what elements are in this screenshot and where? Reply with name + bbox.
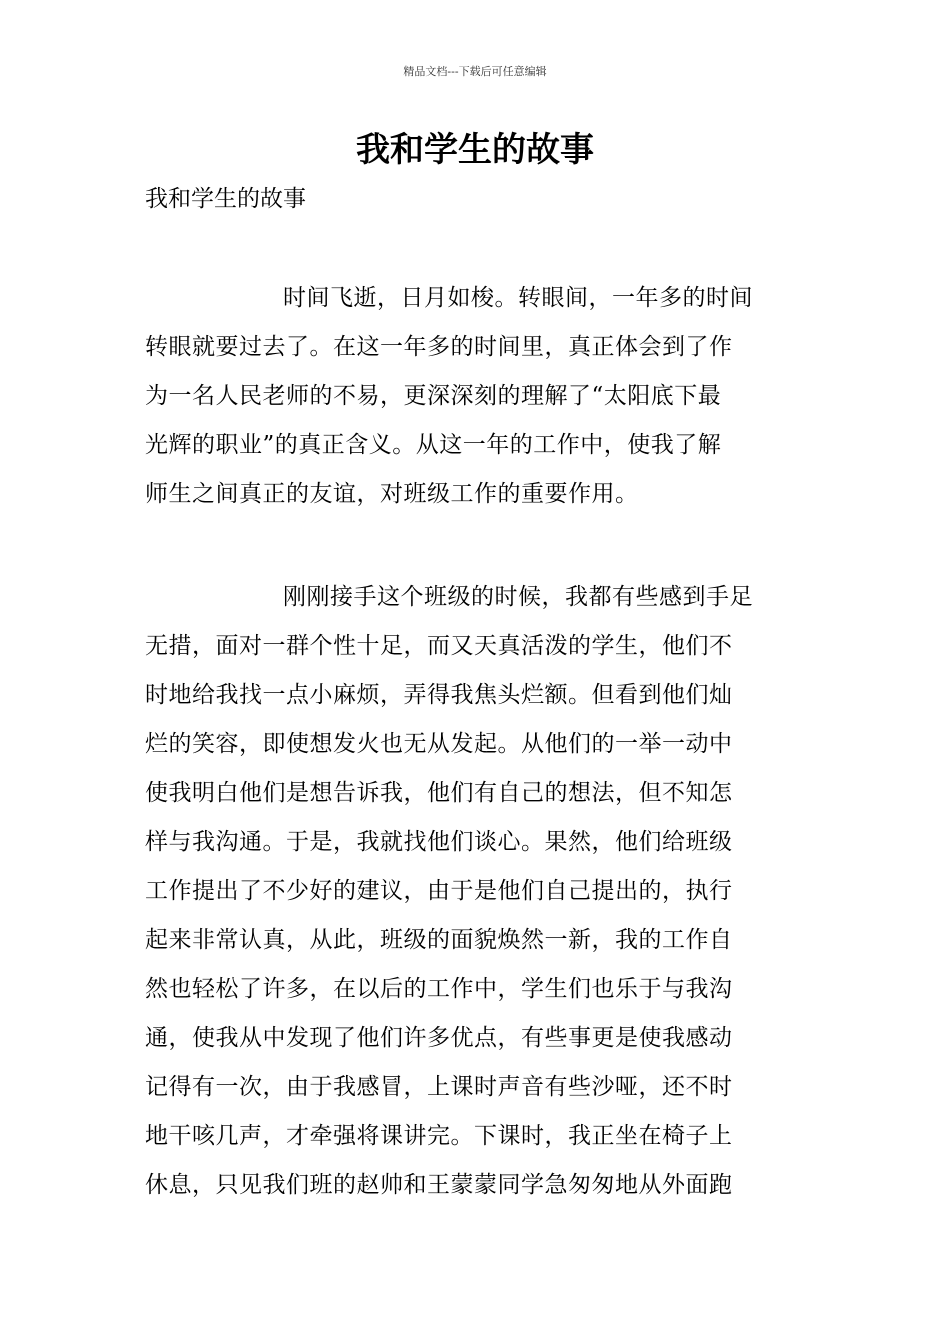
text-line: 为一名人民老师的不易，更深深刻的理解了“太阳底下最 [145, 383, 722, 409]
text-line: 转眼就要过去了。在这一年多的时间里，真正体会到了作 [145, 334, 733, 360]
text-line: 师生之间真正的友谊，对班级工作的重要作用。 [145, 481, 639, 507]
text-line: 刚刚接手这个班级的时候，我都有些感到手足 [283, 584, 753, 610]
header-note: 精品文档---下载后可任意编辑 [403, 65, 547, 78]
paragraph-2 [145, 573, 807, 1210]
document-subtitle: 我和学生的故事 [145, 186, 306, 212]
text-line: 无措，面对一群个性十足，而又天真活泼的学生，他们不 [145, 633, 733, 659]
document-title: 我和学生的故事 [356, 130, 594, 170]
text-line: 样与我沟通。于是，我就找他们谈心。果然，他们给班级 [145, 829, 733, 855]
text-line: 然也轻松了许多，在以后的工作中，学生们也乐于与我沟 [145, 976, 733, 1002]
text-line: 地干咳几声，才牵强将课讲完。下课时，我正坐在椅子上 [145, 1123, 733, 1149]
text-line: 记得有一次，由于我感冒，上课时声音有些沙哑，还不时 [145, 1074, 733, 1100]
text-line: 工作提出了不少好的建议，由于是他们自己提出的，执行 [145, 878, 733, 904]
text-line: 起来非常认真，从此，班级的面貌焕然一新，我的工作自 [145, 927, 733, 953]
paragraph-1 [145, 274, 807, 519]
text-line: 休息，只见我们班的赵帅和王蒙蒙同学急匆匆地从外面跑 [145, 1172, 733, 1198]
text-line: 时地给我找一点小麻烦，弄得我焦头烂额。但看到他们灿 [145, 682, 733, 708]
text-line: 时间飞逝，日月如梭。转眼间，一年多的时间 [283, 285, 753, 311]
text-line: 烂的笑容，即使想发火也无从发起。从他们的一举一动中 [145, 731, 733, 757]
text-line: 光辉的职业”的真正含义。从这一年的工作中，使我了解 [145, 432, 722, 458]
text-line: 使我明白他们是想告诉我，他们有自己的想法，但不知怎 [145, 780, 733, 806]
text-line: 通，使我从中发现了他们许多优点，有些事更是使我感动 [145, 1025, 733, 1051]
